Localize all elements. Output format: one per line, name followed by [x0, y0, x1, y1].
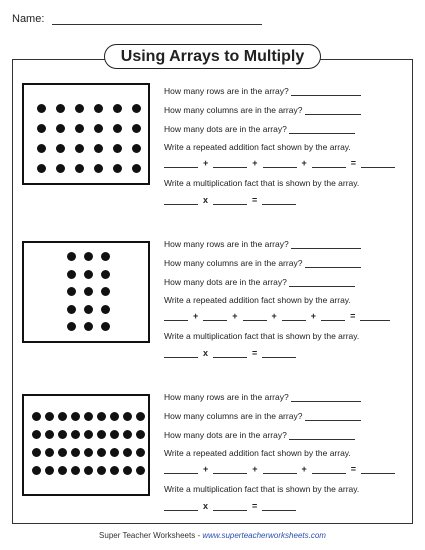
array-dot — [94, 144, 103, 153]
array-dot — [132, 124, 141, 133]
array-dot — [97, 466, 106, 475]
answer-blank[interactable] — [291, 86, 361, 96]
array-dot — [94, 124, 103, 133]
array-dot — [123, 412, 132, 421]
array-dot — [75, 164, 84, 173]
array-dot — [67, 270, 76, 279]
array-dot — [84, 466, 93, 475]
array-dot — [32, 466, 41, 475]
array-dot — [56, 144, 65, 153]
array-dot — [101, 322, 110, 331]
answer-blank[interactable] — [361, 158, 395, 168]
array-dot — [32, 430, 41, 439]
array-dot — [84, 448, 93, 457]
array-dot — [58, 412, 67, 421]
answer-blank[interactable] — [243, 311, 267, 321]
array-dot — [132, 104, 141, 113]
array-dot — [101, 270, 110, 279]
page-title: Using Arrays to Multiply — [104, 44, 321, 69]
array-dot — [71, 466, 80, 475]
array-dot — [84, 252, 93, 261]
answer-blank[interactable] — [164, 158, 198, 168]
operator: + — [301, 464, 307, 474]
array-dot — [113, 164, 122, 173]
array-dot — [58, 466, 67, 475]
operator: + — [301, 158, 307, 168]
array-dot — [84, 322, 93, 331]
array-dot — [32, 412, 41, 421]
array-dot — [37, 144, 46, 153]
multiplication-equation — [164, 348, 296, 358]
array-dot — [101, 305, 110, 314]
array-dot — [101, 252, 110, 261]
array-dot — [71, 448, 80, 457]
answer-blank[interactable] — [164, 311, 188, 321]
answer-blank[interactable] — [291, 392, 361, 402]
operator: = — [252, 501, 258, 511]
array-dot — [123, 466, 132, 475]
question-rows: How many rows are in the array? — [164, 392, 361, 402]
question-dots: How many dots are in the array? — [164, 277, 355, 287]
operator: + — [252, 158, 258, 168]
answer-blank[interactable] — [312, 158, 346, 168]
array-dot — [67, 287, 76, 296]
array-dot — [56, 164, 65, 173]
question-dots: How many dots are in the array? — [164, 124, 355, 134]
multiplication-equation — [164, 501, 296, 511]
answer-blank[interactable] — [203, 311, 227, 321]
answer-blank[interactable] — [360, 311, 390, 321]
array-dot — [113, 104, 122, 113]
footer — [0, 531, 425, 540]
array-dot — [94, 164, 103, 173]
array-dot — [136, 466, 145, 475]
answer-blank[interactable] — [164, 501, 198, 511]
answer-blank[interactable] — [263, 158, 297, 168]
array-dot — [37, 104, 46, 113]
operator: = — [350, 464, 357, 474]
array-dot — [75, 104, 84, 113]
array-dot — [132, 144, 141, 153]
array-dot — [136, 430, 145, 439]
answer-blank[interactable] — [305, 105, 361, 115]
answer-blank[interactable] — [164, 348, 198, 358]
array-dot — [37, 164, 46, 173]
array-dot — [110, 430, 119, 439]
array-dot — [94, 104, 103, 113]
question-addition: Write a repeated addition fact shown by the array. — [164, 142, 351, 152]
answer-blank[interactable] — [312, 464, 346, 474]
operator: x — [203, 348, 209, 358]
answer-blank[interactable] — [289, 277, 355, 287]
array-dot — [45, 430, 54, 439]
question-addition: Write a repeated addition fact shown by the array. — [164, 448, 351, 458]
operator: + — [203, 464, 209, 474]
answer-blank[interactable] — [305, 258, 361, 268]
array-dot — [123, 448, 132, 457]
dot-array-1 — [22, 83, 150, 185]
array-dot — [71, 412, 80, 421]
operator: + — [203, 158, 209, 168]
addition-equation — [164, 158, 395, 168]
answer-blank[interactable] — [164, 464, 198, 474]
question-multiplication: Write a multiplication fact that is shown by the array. — [164, 331, 360, 341]
dot-array-2 — [22, 241, 150, 343]
operator: + — [232, 311, 238, 321]
answer-blank[interactable] — [263, 464, 297, 474]
array-dot — [45, 466, 54, 475]
question-multiplication: Write a multiplication fact that is shown by the array. — [164, 484, 360, 494]
answer-blank[interactable] — [289, 430, 355, 440]
name-row — [12, 12, 262, 25]
answer-blank[interactable] — [262, 501, 296, 511]
answer-blank[interactable] — [262, 195, 296, 205]
answer-blank[interactable] — [213, 501, 247, 511]
array-dot — [113, 124, 122, 133]
question-multiplication: Write a multiplication fact that is shown by the array. — [164, 178, 360, 188]
array-dot — [84, 305, 93, 314]
operator: x — [203, 195, 209, 205]
operator: x — [203, 501, 209, 511]
array-dot — [75, 124, 84, 133]
array-dot — [45, 448, 54, 457]
answer-blank[interactable] — [282, 311, 306, 321]
question-columns: How many columns are in the array? — [164, 258, 361, 268]
array-dot — [136, 412, 145, 421]
answer-blank[interactable] — [291, 239, 361, 249]
array-dot — [136, 448, 145, 457]
answer-blank[interactable] — [213, 158, 247, 168]
answer-blank[interactable] — [289, 124, 355, 134]
answer-blank[interactable] — [361, 464, 395, 474]
array-dot — [58, 430, 67, 439]
answer-blank[interactable] — [213, 348, 247, 358]
name-field[interactable] — [52, 12, 262, 25]
operator: + — [310, 311, 317, 321]
array-dot — [123, 430, 132, 439]
array-dot — [84, 412, 93, 421]
question-columns: How many columns are in the array? — [164, 411, 361, 421]
array-dot — [58, 448, 67, 457]
operator: = — [350, 311, 356, 321]
array-dot — [56, 104, 65, 113]
array-dot — [132, 164, 141, 173]
array-dot — [67, 305, 76, 314]
footer-link[interactable]: www.superteacherworksheets.com — [202, 531, 326, 540]
answer-blank[interactable] — [213, 464, 247, 474]
operator: = — [252, 195, 258, 205]
array-dot — [71, 430, 80, 439]
array-dot — [75, 144, 84, 153]
array-dot — [32, 448, 41, 457]
array-dot — [84, 287, 93, 296]
array-dot — [97, 430, 106, 439]
footer-brand: Super Teacher Worksheets - — [99, 531, 203, 540]
array-dot — [97, 448, 106, 457]
answer-blank[interactable] — [305, 411, 361, 421]
array-dot — [97, 412, 106, 421]
array-dot — [84, 270, 93, 279]
addition-equation — [164, 464, 395, 474]
operator: + — [271, 311, 277, 321]
answer-blank[interactable] — [321, 311, 345, 321]
array-dot — [84, 430, 93, 439]
dot-array-3 — [22, 394, 150, 496]
addition-equation — [164, 311, 390, 321]
array-dot — [110, 448, 119, 457]
operator: + — [193, 311, 199, 321]
array-dot — [101, 287, 110, 296]
array-dot — [110, 466, 119, 475]
question-columns: How many columns are in the array? — [164, 105, 361, 115]
array-dot — [37, 124, 46, 133]
answer-blank[interactable] — [213, 195, 247, 205]
question-dots: How many dots are in the array? — [164, 430, 355, 440]
name-label: Name: — [12, 13, 45, 25]
array-dot — [110, 412, 119, 421]
question-rows: How many rows are in the array? — [164, 239, 361, 249]
answer-blank[interactable] — [164, 195, 198, 205]
operator: = — [350, 158, 357, 168]
array-dot — [67, 252, 76, 261]
answer-blank[interactable] — [262, 348, 296, 358]
array-dot — [67, 322, 76, 331]
question-rows: How many rows are in the array? — [164, 86, 361, 96]
array-dot — [113, 144, 122, 153]
operator: + — [252, 464, 258, 474]
operator: = — [252, 348, 258, 358]
array-dot — [56, 124, 65, 133]
question-addition: Write a repeated addition fact shown by the array. — [164, 295, 351, 305]
multiplication-equation — [164, 195, 296, 205]
array-dot — [45, 412, 54, 421]
